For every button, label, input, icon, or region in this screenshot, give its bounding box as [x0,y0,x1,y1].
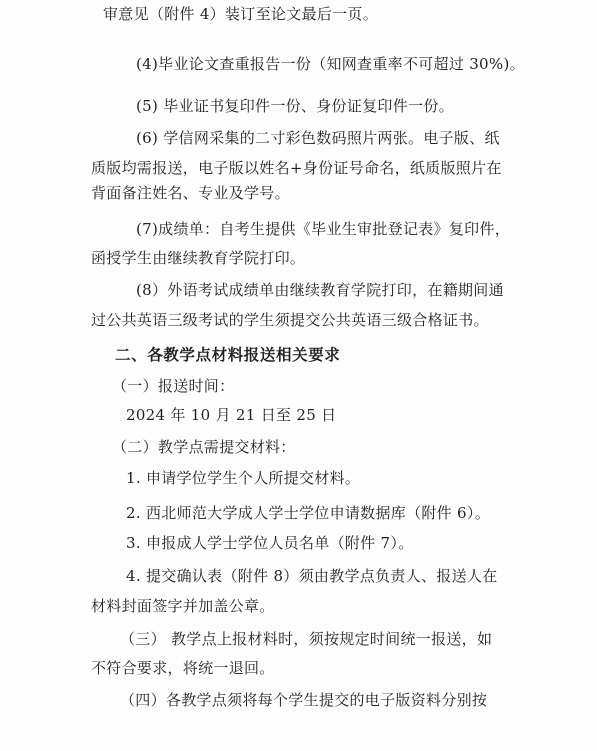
subheading-required-materials: （二）教学点需提交材料： [112,438,296,456]
text-line-item-6-end: 背面备注姓名、专业及学号。 [91,184,290,202]
text-line-item-5: (5) 毕业证书复印件一份、身份证复印件一份。 [136,97,454,115]
subheading-electronic-materials: （四）各教学点须将每个学生提交的电子版资料分别按 [120,691,488,709]
section-heading: 二、各教学点材料报送相关要求 [115,346,341,364]
material-item-2: 2. 西北师范大学成人学士学位申请数据库（附件 6）。 [126,504,490,522]
text-line-item-8: (8）外语考试成绩单由继续教育学院打印，在籍期间通 [136,281,504,299]
text-line-item-8-end: 过公共英语三级考试的学生须提交公共英语三级合格证书。 [91,311,489,329]
submit-date-range: 2024 年 10 月 21 日至 25 日 [126,406,337,424]
text-line-item-6-cont: 质版均需报送，电子版以姓名+身份证号命名，纸质版照片在 [91,159,502,177]
subheading-submit-time: （一）报送时间： [112,377,235,395]
text-line-item-7: (7)成绩单：自考生提供《毕业生审批登记表》复印件， [136,220,511,238]
text-line-item-7-end: 函授学生由继续教育学院打印。 [91,249,306,267]
text-line-attachment-4: 审意见（附件 4）装订至论文最后一页。 [103,5,379,23]
material-item-1: 1. 申请学位学生个人所提交材料。 [126,469,361,487]
submission-rules-end: 不符合要求，将统一退回。 [91,659,275,677]
subheading-submission-rules: （三） 教学点上报材料时，须按规定时间统一报送，如 [120,630,493,648]
material-item-4-end: 材料封面签字并加盖公章。 [91,597,275,615]
text-line-item-4: (4)毕业论文查重报告一份（知网查重率不可超过 30%)。 [136,55,525,73]
material-item-3: 3. 申报成人学士学位人员名单（附件 7）。 [126,534,414,552]
material-item-4: 4. 提交确认表（附件 8）须由教学点负责人、报送人在 [126,567,498,585]
text-line-item-6: (6) 学信网采集的二寸彩色数码照片两张。电子版、纸 [136,129,500,147]
